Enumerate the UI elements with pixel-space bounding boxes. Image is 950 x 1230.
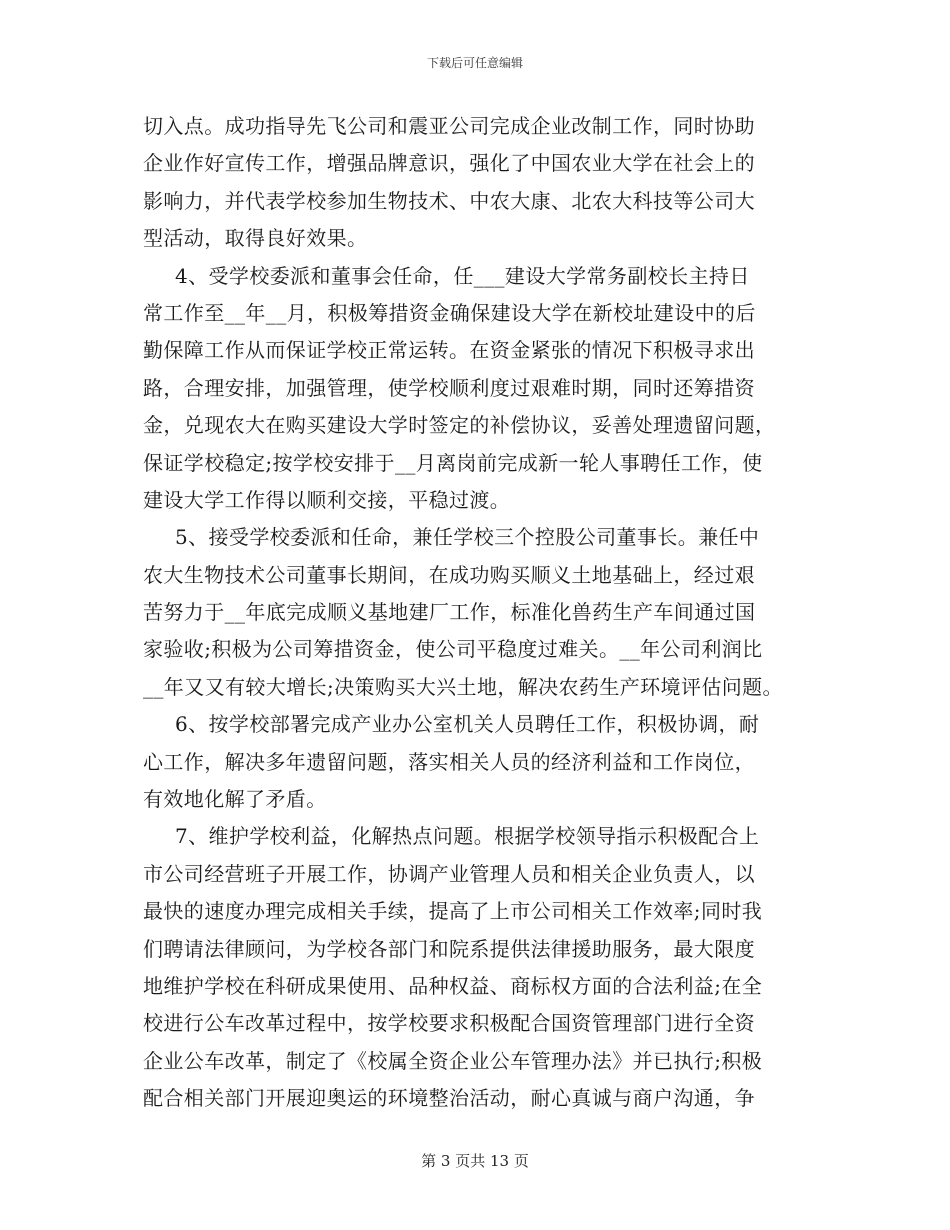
text-line: 地维护学校在科研成果使用、品种权益、商标权方面的合法利益;在全 — [143, 973, 763, 998]
text-line: 金，兑现农大在购买建设大学时签定的补偿协议，妥善处理遗留问题， — [143, 413, 776, 438]
text-line: 心工作，解决多年遗留问题，落实相关人员的经济利益和工作岗位， — [143, 749, 755, 774]
text-line: 家验收;积极为公司筹措资金，使公司平稳度过难关。__年公司利润比 — [143, 637, 763, 662]
text-line: 影响力，并代表学校参加生物技术、中农大康、北农大科技等公司大 — [143, 188, 755, 213]
text-line: 企业公车改革，制定了《校属全资企业公车管理办法》并已执行;积极 — [143, 1048, 763, 1073]
text-line: 保证学校稳定;按学校安排于__月离岗前完成新一轮人事聘任工作，使 — [143, 450, 763, 475]
text-line: 7、维护学校利益，化解热点问题。根据学校领导指示积极配合上 — [175, 824, 760, 849]
text-line: 校进行公车改革过程中，按学校要求积极配合国资管理部门进行全资 — [143, 1011, 755, 1036]
text-line: __年又又有较大增长;决策购买大兴土地，解决农药生产环境评估问题。 — [143, 674, 783, 699]
document-body — [143, 108, 815, 1118]
page-header: 下载后可任意编辑 — [426, 56, 523, 70]
text-line: 型活动，取得良好效果。 — [143, 226, 368, 251]
text-line: 企业作好宣传工作，增强品牌意识，强化了中国农业大学在社会上的 — [143, 151, 755, 176]
text-line: 建设大学工作得以顺利交接，平稳过渡。 — [143, 487, 511, 512]
text-line: 农大生物技术公司董事长期间，在成功购买顺义土地基础上，经过艰 — [143, 562, 755, 587]
text-line: 5、接受学校委派和任命，兼任学校三个控股公司董事长。兼任中 — [175, 525, 760, 550]
text-line: 有效地化解了矛盾。 — [143, 787, 327, 812]
text-line: 路，合理安排，加强管理，使学校顺利度过艰难时期，同时还筹措资 — [143, 375, 755, 400]
page-footer: 第 3 页共 13 页 — [421, 1152, 529, 1170]
text-line: 切入点。成功指导先飞公司和震亚公司完成企业改制工作，同时协助 — [143, 114, 755, 138]
text-line: 常工作至__年__月，积极筹措资金确保建设大学在新校址建设中的后 — [143, 300, 756, 325]
text-line: 最快的速度办理完成相关手续，提高了上市公司相关工作效率;同时我 — [143, 899, 763, 924]
text-line: 市公司经营班子开展工作，协调产业管理人员和相关企业负责人，以 — [143, 861, 755, 886]
text-line: 勤保障工作从而保证学校正常运转。在资金紧张的情况下积极寻求出 — [143, 338, 755, 363]
text-line: 苦努力于__年底完成顺义基地建厂工作，标准化兽药生产车间通过国 — [143, 600, 756, 625]
text-line: 4、受学校委派和董事会任命，任___建设大学常务副校长主持日 — [175, 263, 750, 288]
text-line: 们聘请法律顾问，为学校各部门和院系提供法律援助服务，最大限度 — [143, 936, 755, 961]
text-line: 配合相关部门开展迎奥运的环境整治活动，耐心真诚与商户沟通，争 — [143, 1086, 755, 1111]
text-line: 6、按学校部署完成产业办公室机关人员聘任工作，积极协调，耐 — [175, 712, 760, 737]
